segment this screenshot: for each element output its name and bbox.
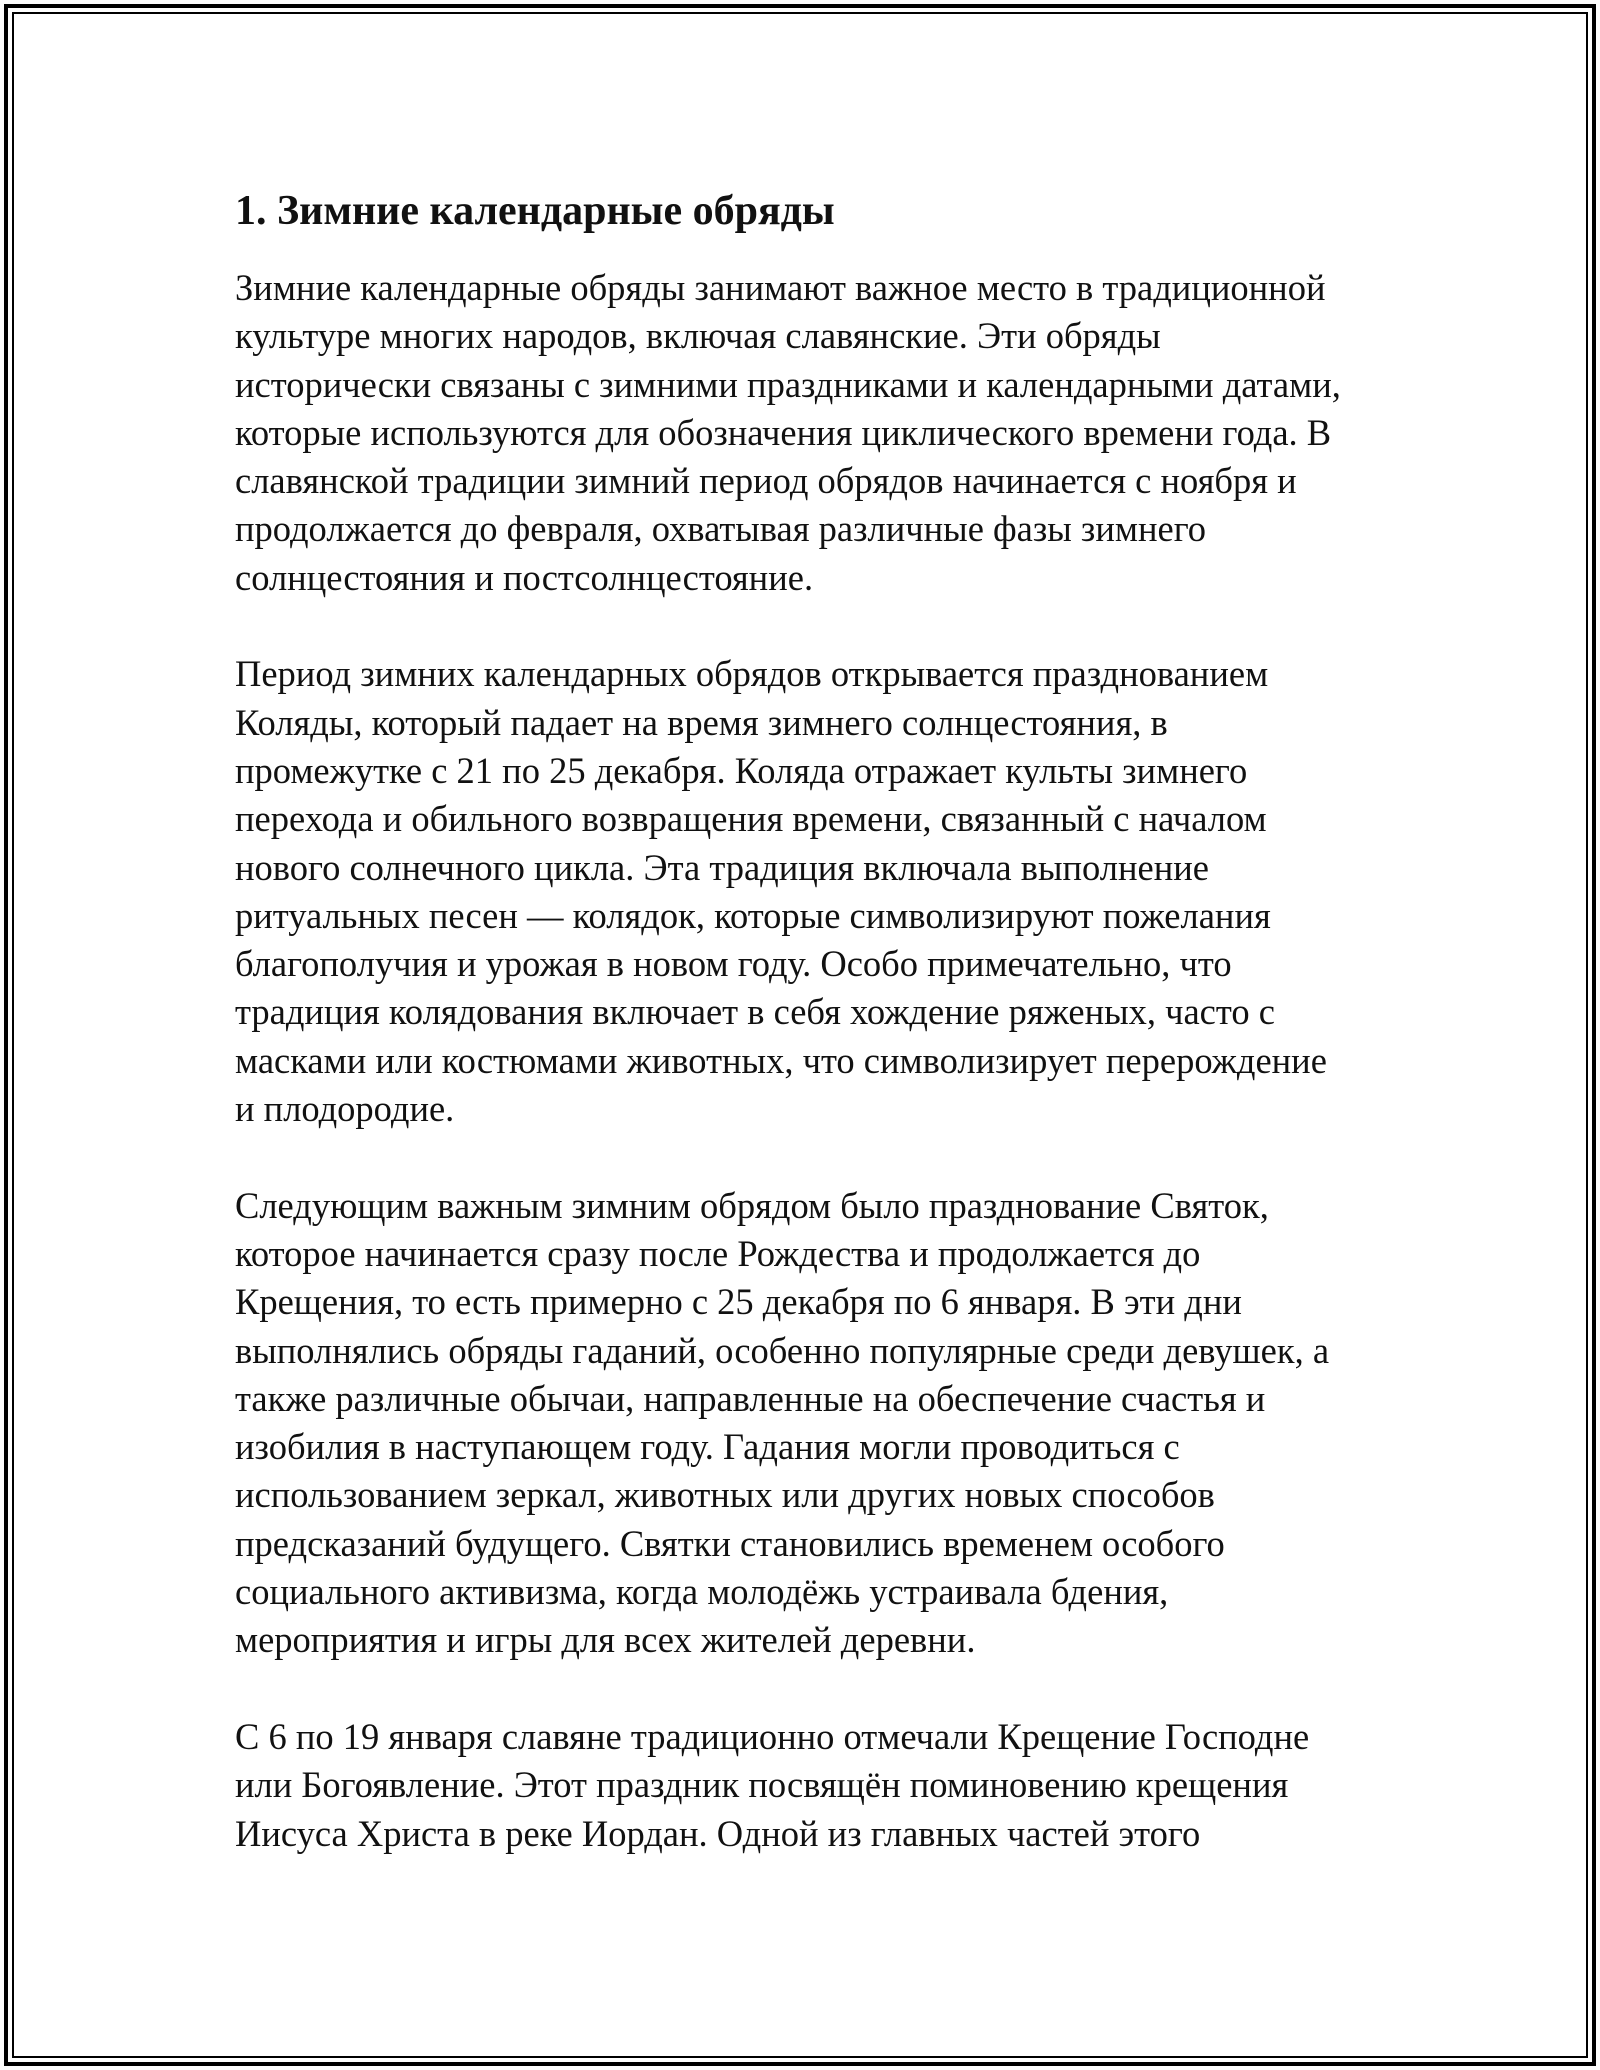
text-line: славянской традиции зимний период обрядов начинается с ноября и xyxy=(235,460,1297,502)
text-line: исторически связаны с зимними праздниками и календарными датами, xyxy=(235,363,1341,405)
text-line: социального активизма, когда молодёжь устраивала бдения, xyxy=(235,1571,1169,1613)
text-line: ритуальных песен — колядок, которые символизируют пожелания xyxy=(235,894,1271,936)
paragraph-3 xyxy=(235,1182,1435,1665)
text-line: Крещения, то есть примерно с 25 декабря по 6 января. В эти дни xyxy=(235,1281,1242,1323)
text-line: изобилия в наступающем году. Гадания могли проводиться с xyxy=(235,1426,1180,1468)
text-line: С 6 по 19 января славяне традиционно отмечали Крещение Господне xyxy=(235,1715,1310,1757)
text-line: благополучия и урожая в новом году. Особо примечательно, что xyxy=(235,943,1232,985)
text-line: солнцестояния и постсолнцестояние. xyxy=(235,556,814,598)
text-line: также различные обычаи, направленные на обеспечение счастья и xyxy=(235,1377,1266,1419)
text-line: выполнялись обряды гаданий, особенно популярные среди девушек, а xyxy=(235,1329,1330,1371)
text-line: нового солнечного цикла. Эта традиция включала выполнение xyxy=(235,846,1210,888)
section-heading: 1. Зимние календарные обряды xyxy=(235,188,835,234)
text-line: традиция колядования включает в себя хождение ряженых, часто с xyxy=(235,991,1275,1033)
text-line: Следующим важным зимним обрядом было празднование Святок, xyxy=(235,1184,1269,1226)
text-line: которое начинается сразу после Рождества и продолжается до xyxy=(235,1232,1201,1274)
text-line: мероприятия и игры для всех жителей деревни. xyxy=(235,1619,976,1661)
text-line: Коляды, который падает на время зимнего солнцестояния, в xyxy=(235,701,1168,743)
text-line: перехода и обильного возвращения времени, связанный с началом xyxy=(235,798,1267,840)
text-line: которые используются для обозначения циклического времени года. В xyxy=(235,411,1332,453)
text-line: использованием зеркал, животных или других новых способов xyxy=(235,1474,1215,1516)
document-body xyxy=(235,264,1435,1906)
text-line: Зимние календарные обряды занимают важное место в традиционной xyxy=(235,267,1326,308)
paragraph-2 xyxy=(235,650,1435,1133)
paragraph-4 xyxy=(235,1713,1435,1858)
text-line: Иисуса Христа в реке Иордан. Одной из главных частей этого xyxy=(235,1812,1201,1854)
paragraph-1 xyxy=(235,264,1435,602)
text-line: и плодородие. xyxy=(235,1088,455,1130)
text-line: продолжается до февраля, охватывая различные фазы зимнего xyxy=(235,508,1207,550)
text-line: или Богоявление. Этот праздник посвящён поминовению крещения xyxy=(235,1764,1289,1806)
text-line: Период зимних календарных обрядов открывается празднованием xyxy=(235,653,1269,695)
text-line: масками или костюмами животных, что символизирует перерождение xyxy=(235,1039,1327,1081)
text-line: культуре многих народов, включая славянские. Эти обряды xyxy=(235,315,1161,357)
text-line: предсказаний будущего. Святки становились временем особого xyxy=(235,1522,1225,1564)
text-line: промежутке с 21 по 25 декабря. Коляда отражает культы зимнего xyxy=(235,749,1248,791)
